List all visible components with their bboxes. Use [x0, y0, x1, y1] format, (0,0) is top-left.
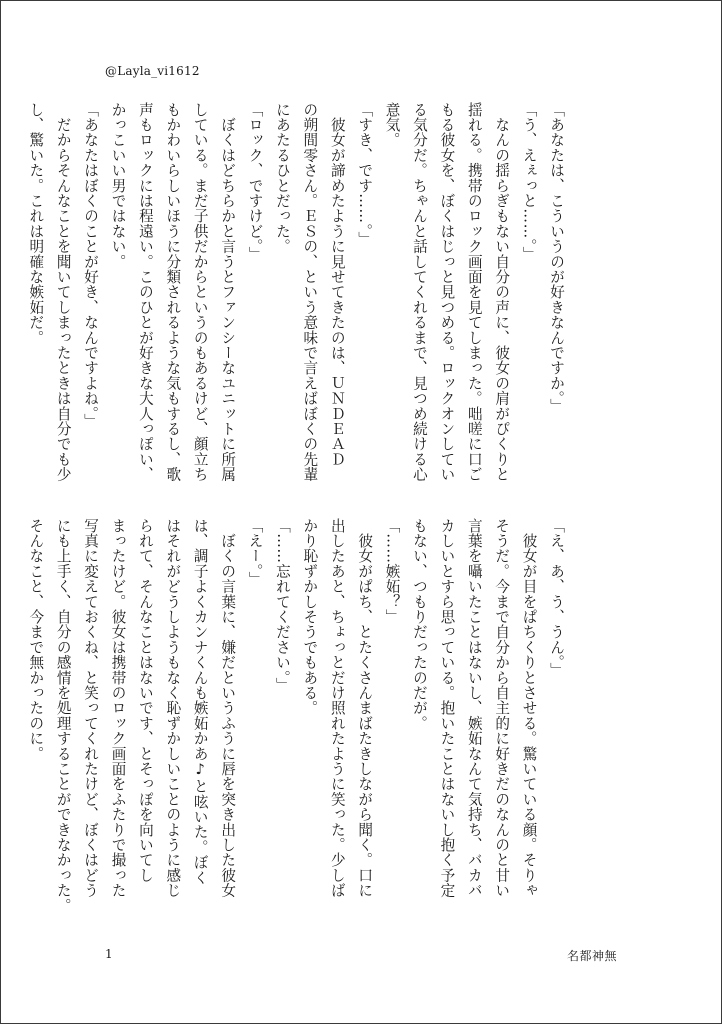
author-handle: @Layla_vi1612	[105, 64, 200, 78]
text-line: 「あなたは、こういうのが好きなんですか。」	[548, 102, 565, 414]
text-line: 彼女がぱち、とたくさんまばたきしながら聞く。口に	[356, 518, 374, 898]
text-line: 意気。	[383, 102, 401, 148]
text-line: にも上手く、自分の感情を処理することができなかった。	[54, 518, 72, 914]
text-line: している。まだ子供だからというのもあるけど、顔立ち	[191, 102, 209, 482]
author-name: 名都神無	[567, 949, 618, 963]
text-line: 「えー。」	[246, 518, 264, 587]
text-line: 「ロック、ですけど。」	[246, 102, 264, 262]
text-line: 声もロックには程遠い。このひとが好きな大人っぽい、	[136, 102, 154, 482]
text-line: そうだ。今まで自分から自主的に好きだのなんのと甘い	[493, 518, 511, 898]
text-line: にあたるひとだった。	[273, 102, 291, 254]
text-line: は、調子よくカンナくんも嫉妬かあ♪と呟いた。ぼく	[191, 518, 209, 886]
text-line: 出したあと、ちょっとだけ照れたように笑った。少しば	[328, 518, 346, 898]
text-line: 「すき、です……。」	[356, 102, 374, 247]
text-line: そんなこと、今まで無かったのに。	[27, 518, 45, 762]
text-line: 「え、あ、う、うん。」	[548, 518, 565, 678]
text-line: 「……忘れてください。」	[273, 518, 291, 694]
text-line: だからそんなことを聞いてしまったときは自分でも少	[54, 102, 72, 482]
text-line: はそれがどうしようもなく恥ずかしいことのように感じ	[164, 518, 182, 898]
page-number: 1	[105, 947, 113, 961]
text-line: し、驚いた。これは明確な嫉妬だ。	[27, 102, 45, 346]
text-block-top	[27, 102, 570, 492]
text-line: られて、そんなことはないです、とそっぽを向いてし	[136, 518, 154, 883]
text-line: 言葉を囁いたことはないし、嫉妬なんて気持ち、バカバ	[465, 518, 483, 898]
text-line: る気分だ。ちゃんと話してくれるまで、見つめ続ける心	[410, 102, 428, 482]
text-block-bottom	[27, 518, 570, 938]
text-line: かっこいい男ではない。	[109, 102, 127, 270]
text-line: 「う、えぇっと……。」	[520, 102, 538, 262]
text-line: かり恥ずかしそうでもある。	[301, 518, 319, 716]
text-line: なんの揺らぎもない自分の声に、彼女の肩がぴくりと	[493, 102, 511, 482]
text-line: まったけど。彼女は携帯のロック画面をふたりで撮った	[109, 518, 127, 898]
text-line: 「……嫉妬？」	[383, 518, 401, 625]
text-line: 写真に変えておくね、と笑ってくれたけど、ぼくはどう	[82, 518, 100, 898]
text-line: もかわいらしいほうに分類されるような気もするし、歌	[164, 102, 182, 482]
text-line: 彼女が目をぱちくりとさせる。驚いている顔。そりゃ	[520, 518, 538, 898]
text-line: ぼくはどちらかと言うとファンシーなユニットに所属	[219, 102, 237, 482]
text-line: カしいとすら思っている。抱いたことはないし抱く予定	[438, 518, 456, 898]
text-line: ぼくの言葉に、嫌だというふうに唇を突き出した彼女	[219, 518, 237, 898]
text-line: 彼女が諦めたように見せてきたのは、ＵＮＤＥＡＤ	[328, 102, 346, 467]
text-line: 揺れる。携帯のロック画面を見てしまった。咄嗟に口ご	[465, 102, 483, 482]
text-line: もない、つもりだったのだが。	[410, 518, 428, 731]
text-line: もる彼女を、ぼくはじっと見つめる。ロックオンしてい	[438, 102, 456, 482]
text-line: 「あなたはぼくのことが好き、なんですよね。」	[82, 102, 100, 430]
text-line: の朔間零さん。ＥＳの、という意味で言えばぼくの先輩	[301, 102, 319, 482]
